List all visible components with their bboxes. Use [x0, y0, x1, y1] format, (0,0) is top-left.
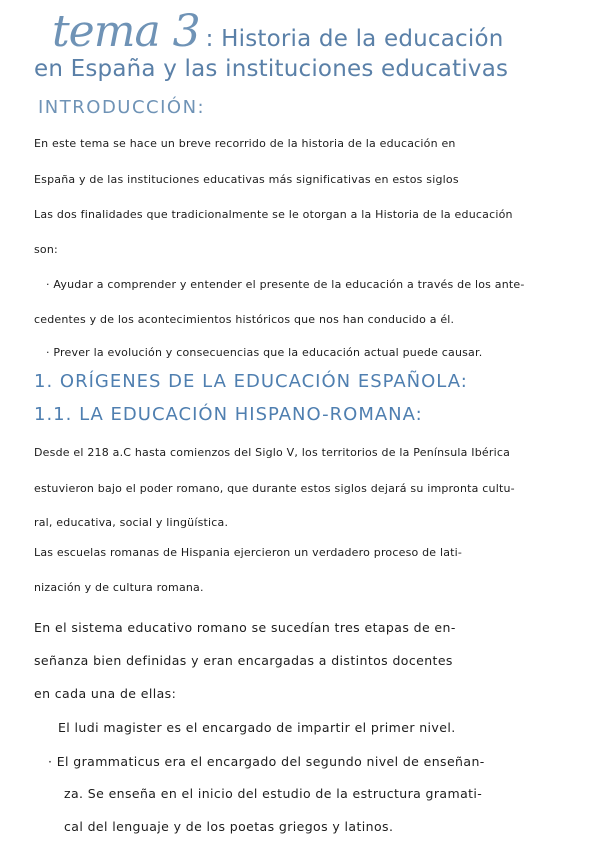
text-line: estuvieron bajo el poder romano, que durante estos siglos dejará su impronta cultu-	[34, 482, 515, 495]
text-line: Las dos finalidades que tradicionalmente se le otorgan a la Historia de la educación	[34, 208, 513, 221]
section-heading-1: 1. ORÍGENES DE LA EDUCACIÓN ESPAÑOLA:	[34, 371, 468, 392]
intro-heading: INTRODUCCIÓN:	[38, 97, 206, 118]
text-line: son:	[34, 243, 58, 256]
text-line: en cada una de ellas:	[34, 686, 177, 701]
text-line: nización y de cultura romana.	[34, 581, 204, 594]
text-line: cal del lenguaje y de los poetas griegos y latinos.	[64, 819, 394, 834]
text-line: Desde el 218 a.C hasta comienzos del Siglo V, los territorios de la Península Ibérica	[34, 446, 511, 459]
text-line: Las escuelas romanas de Hispania ejercieron un verdadero proceso de lati-	[34, 546, 463, 559]
title-rest: : Historia de la educación	[205, 26, 504, 52]
tema-word: tema 3	[52, 6, 200, 57]
text-line: señanza bien definidas y eran encargadas a distintos docentes	[34, 653, 453, 668]
text-line: ral, educativa, social y lingüística.	[34, 516, 229, 529]
text-line: cedentes y de los acontecimientos históricos que nos han conducido a él.	[34, 313, 455, 326]
text-line: za. Se enseña en el inicio del estudio de la estructura gramati-	[64, 786, 483, 801]
section-heading-1-1: 1.1. LA EDUCACIÓN HISPANO-ROMANA:	[34, 404, 423, 425]
bullet-line: · Ayudar a comprender y entender el presente de la educación a través de los ante-	[46, 278, 525, 291]
text-line: En el sistema educativo romano se sucedían tres etapas de en-	[34, 620, 456, 635]
text-line: En este tema se hace un breve recorrido de la historia de la educación en	[34, 137, 456, 150]
bullet-line: · El grammaticus era el encargado del segundo nivel de enseñan-	[48, 754, 485, 769]
bullet-line: · Prever la evolución y consecuencias que la educación actual puede causar.	[46, 346, 483, 359]
title-line-1	[52, 4, 504, 64]
text-line: España y de las instituciones educativas más significativas en estos siglos	[34, 173, 459, 186]
title-line-2: en España y las instituciones educativas	[34, 56, 509, 82]
text-line: El ludi magister es el encargado de impartir el primer nivel.	[58, 720, 456, 735]
